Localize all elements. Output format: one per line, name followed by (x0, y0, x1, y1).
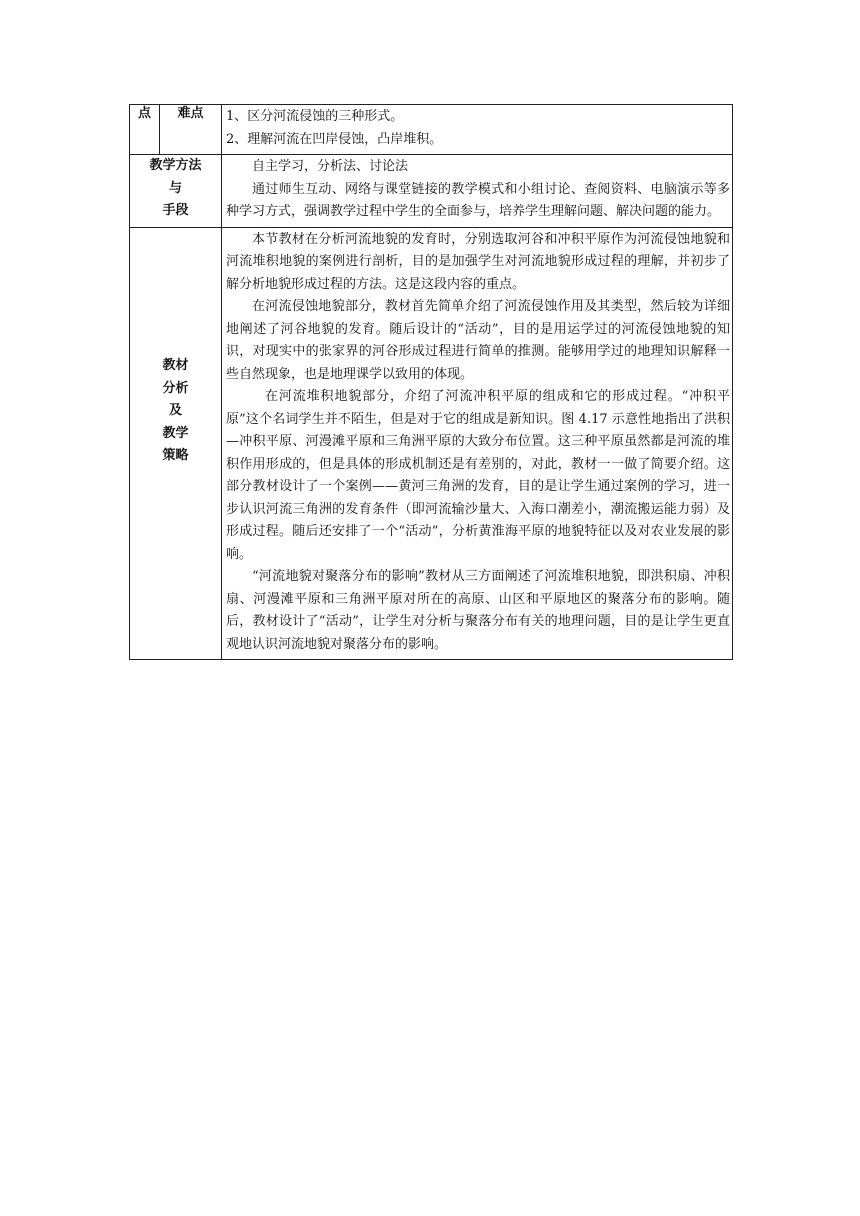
methods-row (130, 155, 733, 228)
analysis-label-line: 策略 (162, 448, 189, 463)
analysis-row (130, 227, 733, 660)
difficulty-item: 2、理解河流在凹岸侵蚀，凸岸堆积。 (226, 131, 443, 147)
analysis-paragraph: 本节教材在分析河流地貌的发育时，分别选取河谷和冲积平原作为河流侵蚀地貌和河流堆积地貌的案例进行剖析，目的是加强学生对河流地貌形成过程的理解，并初步了解分析地貌形成过程的方法。这是这段内容的重点。 (226, 231, 730, 292)
difficulty-label-right: 难点 (160, 105, 222, 155)
difficulty-content (222, 105, 733, 155)
analysis-label-line: 分析 (162, 380, 189, 396)
difficulty-label-left: 点 (130, 105, 160, 155)
analysis-paragraph: 在河流侵蚀地貌部分，教材首先简单介绍了河流侵蚀作用及其类型，然后较为详细地阐述了河谷地貌的发育。随后设计的“活动”，目的是用运学过的河流侵蚀地貌的知识，对现实中的张家界的河谷形成过程进行简单的推测。能够用学过的地理知识解释一些自然现象，也是地理课学以致用的体现。 (226, 299, 730, 382)
methods-label-line: 手段 (162, 203, 189, 218)
analysis-content (222, 227, 733, 660)
analysis-label-line: 教学 (162, 425, 189, 441)
methods-paragraph: 通过师生互动、网络与课堂链接的教学模式和小组讨论、查阅资料、电脑演示等多种学习方式，强调教学过程中学生的全面参与，培养学生理解问题、解决问题的能力。 (226, 181, 730, 219)
methods-label-line: 与 (168, 180, 182, 196)
methods-content (222, 155, 733, 228)
lesson-plan-table (129, 104, 733, 660)
methods-label-line: 教学方法 (149, 158, 202, 173)
difficulty-row (130, 105, 733, 155)
analysis-label-line: 教材 (162, 358, 189, 373)
difficulty-item: 1、区分河流侵蚀的三种形式。 (226, 109, 404, 124)
analysis-label-line: 及 (168, 403, 182, 418)
analysis-label (130, 227, 222, 660)
analysis-paragraph: “河流地貌对聚落分布的影响”教材从三方面阐述了河流堆积地貌，即洪积扇、冲积扇、河漫滩平原和三角洲平原对所在的高原、山区和平原地区的聚落分布的影响。随后，教材设计了“活动”，让学生对分析与聚落分布有关的地理问题，目的是让学生更直观地认识河流地貌对聚落分布的影响。 (226, 569, 730, 652)
analysis-paragraph: 在河流堆积地貌部分，介绍了河流冲积平原的组成和它的形成过程。“冲积平原”这个名词学生并不陌生，但是对于它的组成是新知识。图 4.17 示意性地指出了洪积—冲积平原、河漫滩平原和三角洲平原的大致分布位置。这三种平原虽然都是河流的堆积作用形成的，但是具体的形成机制还是有差别的，对此，教材一一做了简要介绍。这部分教材设计了一个案例——黄河三角洲的发育，目的是让学生通过案例的学习，进一步认识河流三角洲的发育条件（即河流输沙量大、入海口潮差小，潮流搬运能力弱）及形成过程。随后还安排了一个“活动”，分析黄淮海平原的地貌特征以及对农业发展的影响。 (226, 389, 730, 562)
methods-label (130, 155, 222, 228)
methods-paragraph: 自主学习，分析法、讨论法 (252, 159, 409, 174)
